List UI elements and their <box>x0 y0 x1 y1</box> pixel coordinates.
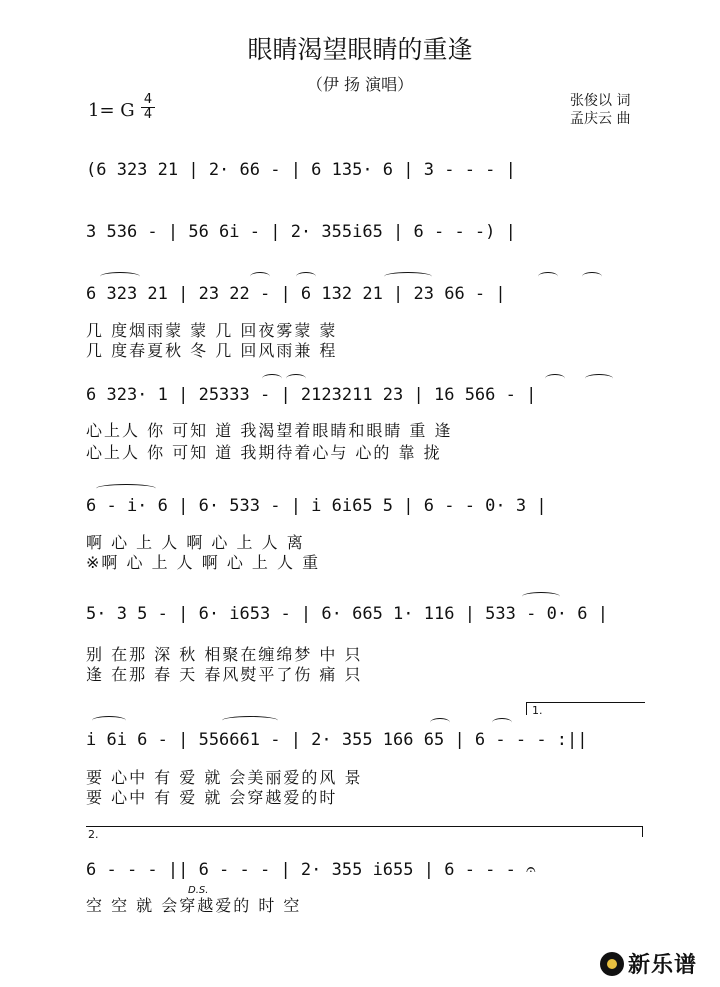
slur <box>222 716 278 725</box>
slur <box>296 272 316 281</box>
composer-credit: 孟庆云 曲 <box>570 111 631 127</box>
lyricist-credit: 张俊以 词 <box>570 93 631 109</box>
second-ending-bracket <box>86 826 643 837</box>
music-line-6: 5· 3 5 - | 6· i653 - | 6· 665 1· 116 | 533 - 0· 6 | <box>86 604 608 624</box>
time-signature <box>141 93 155 122</box>
time-signature-denominator: 4 <box>143 107 153 122</box>
slur <box>286 374 306 383</box>
slur <box>585 374 613 383</box>
lyric-verse1-line2: 心上人 你 可知 道 我渴望着眼睛和眼睛 重 逢 <box>86 421 453 440</box>
music-line-5: 6 - i· 6 | 6· 533 - | i 6i65 5 | 6 - - 0· 3 | <box>86 496 547 516</box>
slur <box>582 272 602 281</box>
lyric-coda-line: 空 空 就 会穿越爱的 时 空 <box>86 896 302 915</box>
lyric-verse2-line3: ※啊 心 上 人 啊 心 上 人 重 <box>86 553 321 572</box>
key-signature: 1= G <box>88 100 135 121</box>
second-ending-label: 2. <box>88 828 99 841</box>
lyric-verse1-line4: 别 在那 深 秋 相聚在缠绵梦 中 只 <box>86 645 363 664</box>
credits <box>570 92 630 128</box>
slur <box>545 374 565 383</box>
logo <box>600 948 697 979</box>
lyric-verse1-line1: 几 度烟雨蒙 蒙 几 回夜雾蒙 蒙 <box>86 321 338 340</box>
slur <box>262 374 282 383</box>
slur <box>100 272 140 281</box>
music-line-1: (6 323 21 | 2· 66 - | 6 135· 6 | 3 - - - | <box>86 160 516 180</box>
logo-text: 新乐谱 <box>628 953 698 978</box>
slur <box>492 718 512 727</box>
performer-subtitle: （伊 扬 演唱） <box>306 75 414 94</box>
lyric-verse2-line5: 要 心中 有 爱 就 会穿越爱的时 <box>86 788 338 807</box>
first-ending-label: 1. <box>532 704 543 717</box>
music-line-3: 6 323 21 | 23 22 - | 6 132 21 | 23 66 - | <box>86 284 506 304</box>
lyric-verse2-line4: 逢 在那 春 天 春风熨平了伤 痛 只 <box>86 665 363 684</box>
slur <box>430 718 450 727</box>
vinyl-record-icon <box>600 952 624 976</box>
dal-segno-mark: D.S. <box>188 885 209 896</box>
lyric-verse1-line3: 啊 心 上 人 啊 心 上 人 离 <box>86 533 305 552</box>
music-line-8: 6 - - - || 6 - - - | 2· 355 i655 | 6 - - - 𝄐 <box>86 860 536 880</box>
lyric-verse1-line5: 要 心中 有 爱 就 会美丽爱的风 景 <box>86 768 363 787</box>
song-title: 眼睛渴望眼睛的重逢 <box>247 35 473 64</box>
music-line-7: i 6i 6 - | 556661 - | 2· 355 166 65 | 6 - - - :|| <box>86 730 588 750</box>
slur <box>538 272 558 281</box>
music-line-4: 6 323· 1 | 25333 - | 2123211 23 | 16 566 - | <box>86 385 537 405</box>
time-signature-numerator: 4 <box>141 93 155 108</box>
music-line-2: 3 536 - | 56 6i - | 2· 355i65 | 6 - - -) | <box>86 222 516 242</box>
slur <box>250 272 270 281</box>
slur <box>96 484 156 493</box>
first-ending-bracket <box>526 702 645 715</box>
lyric-verse2-line2: 心上人 你 可知 道 我期待着心与 心的 靠 拢 <box>86 443 442 462</box>
slur <box>92 716 126 725</box>
slur <box>384 272 432 281</box>
slur <box>522 592 560 601</box>
lyric-verse2-line1: 几 度春夏秋 冬 几 回风雨兼 程 <box>86 341 338 360</box>
